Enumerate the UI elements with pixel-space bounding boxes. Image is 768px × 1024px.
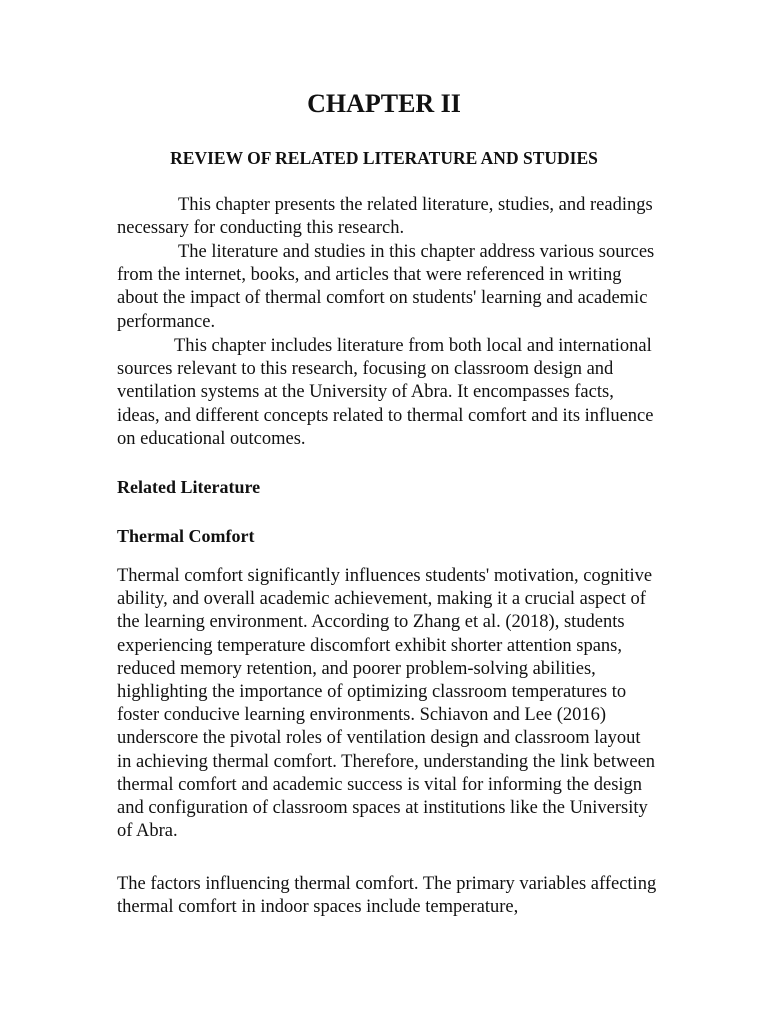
chapter-title: CHAPTER II bbox=[307, 89, 461, 118]
chapter-subtitle: REVIEW OF RELATED LITERATURE AND STUDIES bbox=[170, 148, 598, 168]
intro-paragraph-3: This chapter includes literature from both local and international sources relevant to this research, focusing on classroom design and ventilation systems at the University of Abra. It encompasses facts, ideas, and different concepts related to thermal comfort and its influence on educational outcomes. bbox=[117, 336, 654, 449]
section-heading-related-literature: Related Literature bbox=[117, 477, 261, 497]
intro-paragraph-1: This chapter presents the related literature, studies, and readings necessary for conducting this research. bbox=[117, 195, 653, 239]
thermal-comfort-paragraph-1: Thermal comfort significantly influences students' motivation, cognitive ability, and overall academic achievement, making it a crucial aspect of the learning environment. According to Zhang et al. (2018), students experiencing temperature discomfort exhibit shorter attention spans, reduced memory retention, and poorer problem-solving abilities, highlighting the importance of optimizing classroom temperatures to foster conducive learning environments. Schiavon and Lee (2016) underscore the pivotal roles of ventilation design and classroom layout in achieving thermal comfort. Therefore, understanding the link between thermal comfort and academic success is vital for informing the design and configuration of classroom spaces at institutions like the University of Abra. bbox=[117, 566, 656, 842]
section-heading-thermal-comfort: Thermal Comfort bbox=[117, 526, 255, 546]
intro-paragraph-2: The literature and studies in this chapter address various sources from the internet, books, and articles that were referenced in writing about the impact of thermal comfort on students' learning and academic performance. bbox=[117, 242, 655, 332]
thermal-comfort-paragraph-2: The factors influencing thermal comfort. The primary variables affecting thermal comfort in indoor spaces include temperature, bbox=[117, 874, 657, 918]
